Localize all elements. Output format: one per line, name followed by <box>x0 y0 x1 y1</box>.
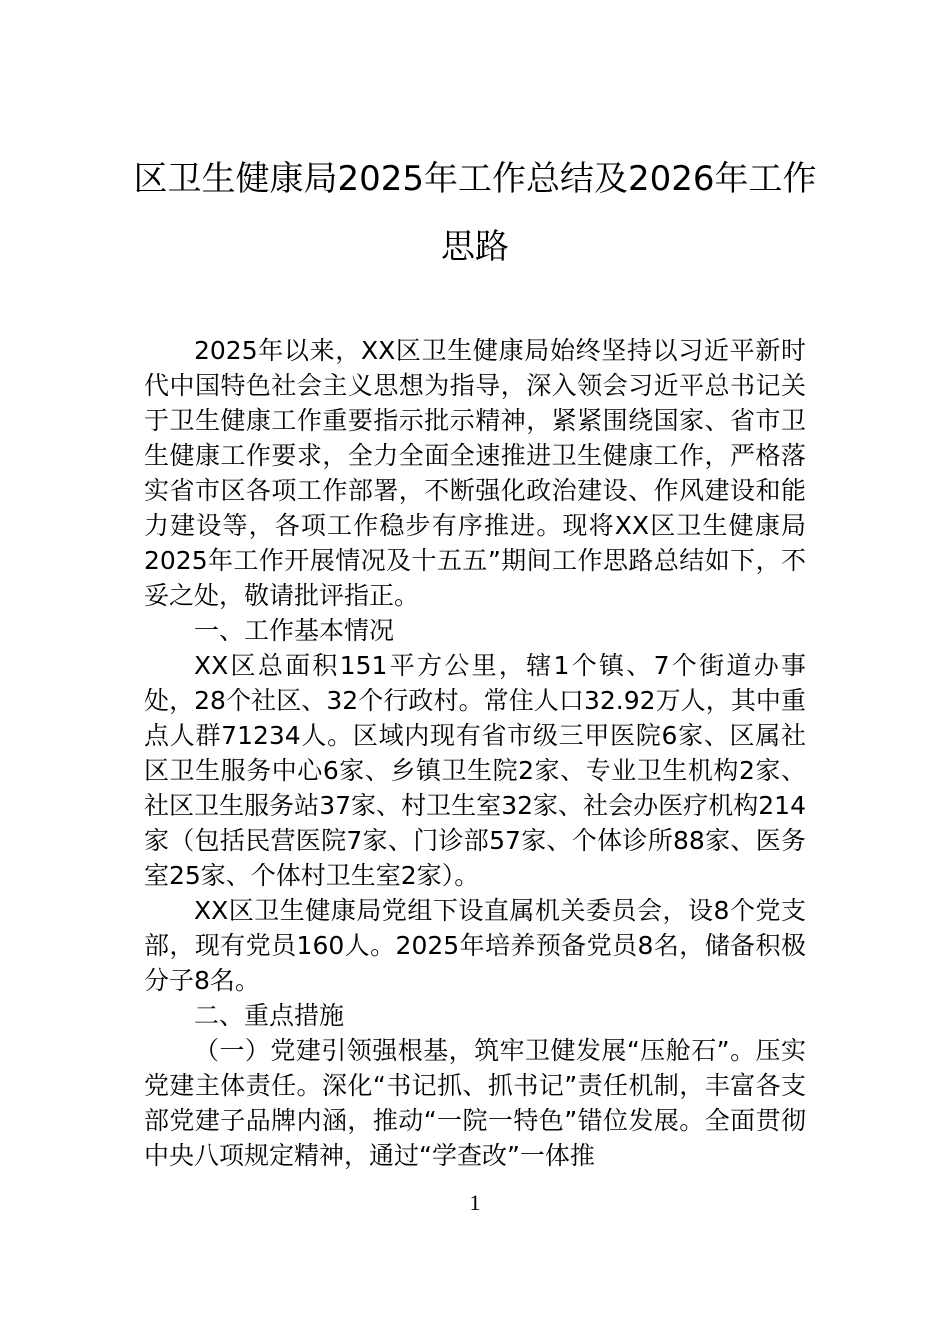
document-title: 区卫生健康局2025年工作总结及2026年工作思路 <box>133 159 817 267</box>
party-organization-paragraph: XX区卫生健康局党组下设直属机关委员会，设8个党支部，现有党员160人。2025年培养预备党员8名，储备积极分子8名。 <box>144 896 806 995</box>
intro-paragraph: 2025年以来，XX区卫生健康局始终坚持以习近平新时代中国特色社会主义思想为指导，深入领会习近平总书记关于卫生健康工作重要指示批示精神，紧紧围绕国家、省市卫生健康工作要求，全力全面全速推进卫生健康工作，严格落实省市区各项工作部署，不断强化政治建设、作风建设和能力建设等，各项工作稳步有序推进。现将XX区卫生健康局2025年工作开展情况及十五五”期间工作思路总结如下，不妥之处，敬请批评指正。 <box>144 336 806 610</box>
section-heading-basic-situation: 一、工作基本情况 <box>194 616 395 645</box>
area-overview-paragraph: XX区总面积151平方公里，辖1个镇、7个街道办事处，28个社区、32个行政村。常住人口32.92万人，其中重点人群71234人。区域内现有省市级三甲医院6家、区属社区卫生服务中心6家、乡镇卫生院2家、专业卫生机构2家、社区卫生服务站37家、村卫生室32家、社会办医疗机构214家（包括民营医院7家、门诊部57家、个体诊所88家、医务室25家、个体村卫生室2家）。 <box>144 651 806 890</box>
page-number: 1 <box>469 1190 481 1215</box>
party-building-paragraph: （一）党建引领强根基，筑牢卫健发展“压舱石”。压实党建主体责任。深化“书记抓、抓书记”责任机制，丰富各支部党建子品牌内涵，推动“一院一特色”错位发展。全面贯彻中央八项规定精神，通过“学查改”一体推 <box>144 1036 806 1170</box>
document-body <box>144 333 806 1173</box>
section-heading-key-measures: 二、重点措施 <box>194 1001 345 1030</box>
